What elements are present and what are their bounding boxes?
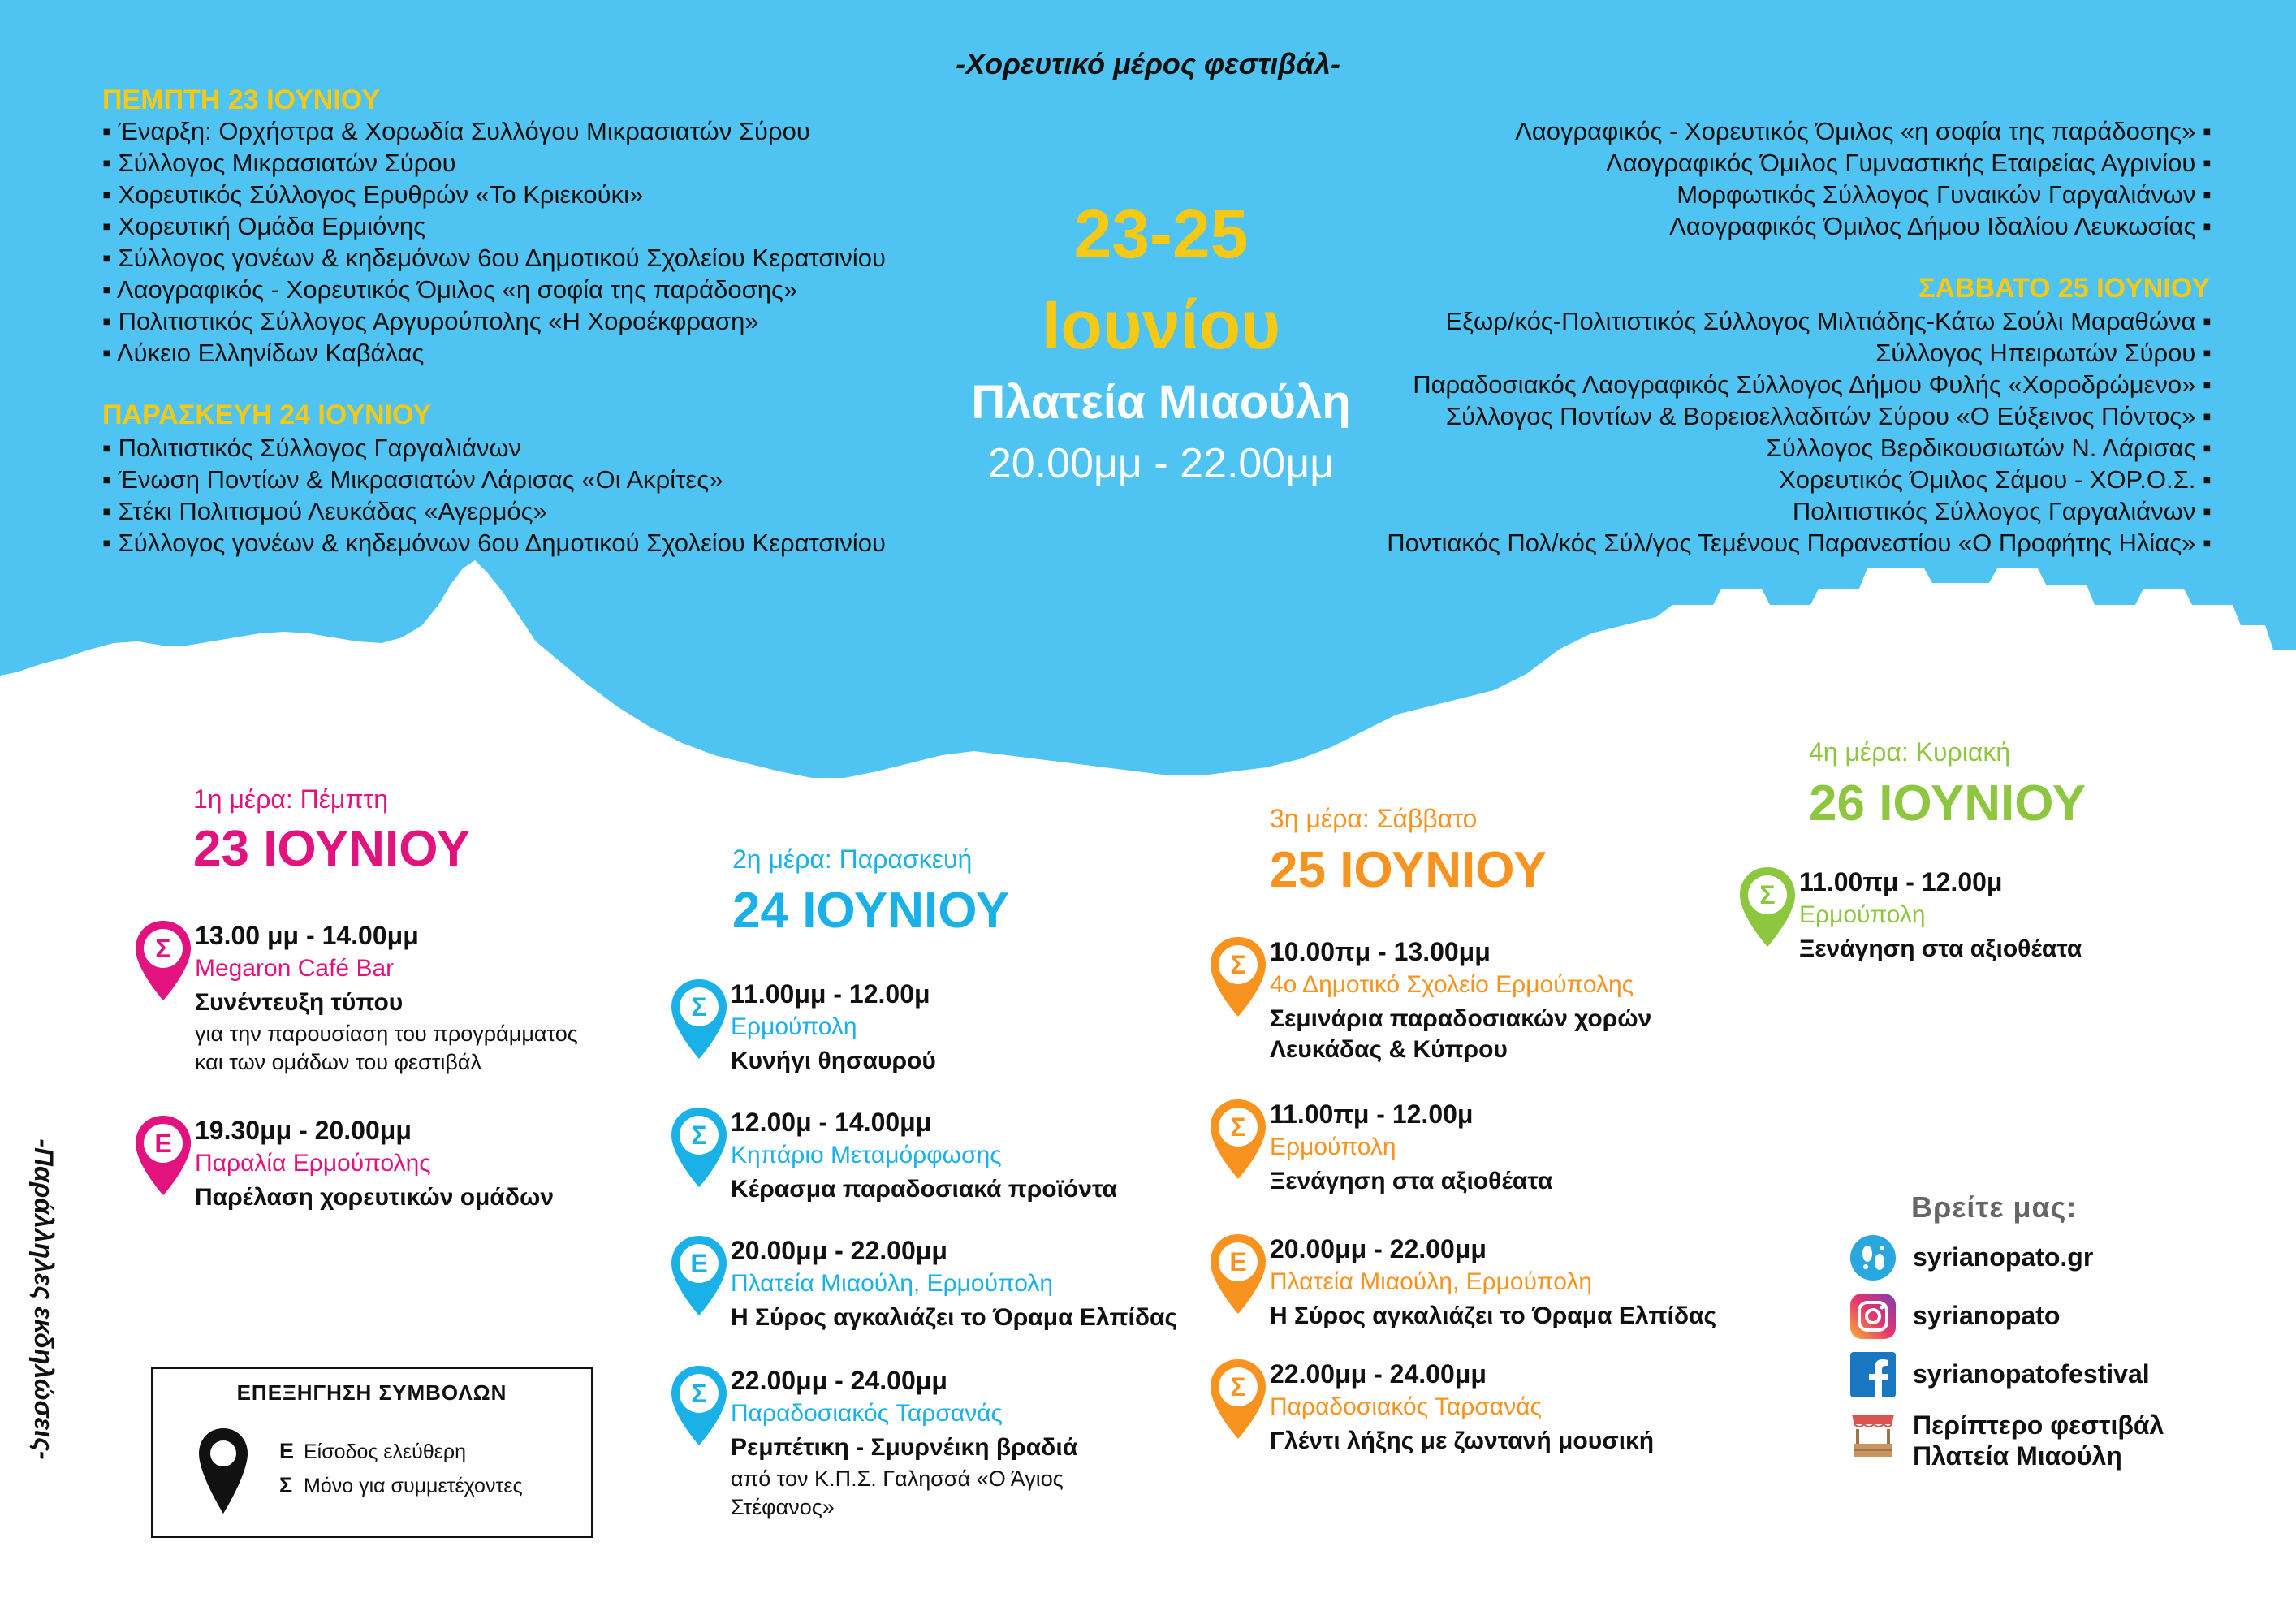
event-note-line: για την παρουσίαση του προγράμματος (195, 1021, 578, 1046)
event-description: Συνέντευξη τύπου (195, 989, 404, 1016)
list-item: Σύλλογος Ηπειρωτών Σύρου ▪ (1387, 337, 2212, 369)
festival-dates: 23-25 (1073, 196, 1249, 272)
svg-text:Σ: Σ (1759, 880, 1776, 909)
list-item: ▪ Ένωση Ποντίων & Μικρασιατών Λάρισας «Οι Ακρίτες» (102, 464, 886, 495)
event-place: 4ο Δημοτικό Σχολείο Ερμούπολης (1270, 971, 1634, 998)
list-item: ▪ Λαογραφικός - Χορευτικός Όμιλος «η σοφία της παράδοσης» (102, 274, 886, 305)
list-item: ▪ Χορευτικός Σύλλογος Ερυθρών «Το Κριεκούκι» (102, 179, 886, 210)
find-us-title: Βρείτε μας: (1911, 1190, 2078, 1224)
day1-label: 1η μέρα: Πέμπτη (193, 784, 388, 814)
legend-text: Μόνο για συμμετέχοντες (304, 1475, 523, 1497)
event-time: 20.00μμ - 22.00μμ (1270, 1234, 1487, 1263)
event-note (731, 1465, 1064, 1522)
friday-groups-list (102, 432, 886, 559)
symbols-legend (151, 1367, 593, 1538)
event-description: Ξενάγηση στα αξιοθέατα (1270, 1168, 1553, 1194)
instagram-icon (1849, 1293, 1897, 1340)
legend-text: Είσοδος ελεύθερη (304, 1440, 467, 1463)
map-pin-icon (669, 1106, 729, 1190)
parallel-events-side-title: -Παράλληλες εκδηλώσεις- (29, 1138, 58, 1460)
svg-text:Σ: Σ (691, 992, 707, 1021)
festival-month: Ιουνίου (1042, 287, 1280, 363)
event-place: Παραδοσιακός Ταρσανάς (731, 1400, 1003, 1427)
legend-symbol: Σ (279, 1473, 293, 1497)
thursday-groups-list (102, 115, 886, 369)
list-item: Εξωρ/κός-Πολιτιστικός Σύλλογος Μιλτιάδης-Κάτω Σούλι Μαραθώνα ▪ (1387, 305, 2212, 337)
list-item: ▪ Πολιτιστικός Σύλλογος Αργυρούπολης «Η Χοροέκφραση» (102, 305, 886, 337)
legend-title: ΕΠΕΞΗΓΗΣΗ ΣΥΜΒΟΛΩΝ (236, 1380, 507, 1405)
event-description: Γλέντι λήξης με ζωντανή μουσική (1270, 1427, 1655, 1454)
event-time: 12.00μ - 14.00μμ (731, 1108, 932, 1137)
website-label: syrianopato.gr (1913, 1242, 2094, 1272)
event-description: Η Σύρος αγκαλιάζει το Όραμα Ελπίδας (731, 1304, 1178, 1331)
map-pin-icon (133, 919, 193, 1004)
kiosk-stand-icon (1849, 1408, 1897, 1462)
instagram-label: syrianopato (1913, 1301, 2061, 1330)
event-time: 22.00μμ - 24.00μμ (731, 1366, 947, 1395)
map-pin-icon (1208, 1358, 1268, 1442)
svg-text:Σ: Σ (155, 934, 171, 963)
list-item: ▪ Σύλλογος Μικρασιατών Σύρου (102, 147, 886, 179)
list-item: Λαογραφικός Όμιλος Γυμναστικής Εταιρείας Αγρινίου ▪ (1515, 147, 2212, 179)
saturday-groups-list (1387, 305, 2212, 559)
day3-date: 25 ΙΟΥΝΙΟΥ (1270, 842, 1547, 898)
event-description: Ρεμπέτικη - Σμυρνέικη βραδιά (731, 1434, 1078, 1461)
event-description: Παρέλαση χορευτικών ομάδων (195, 1184, 555, 1211)
map-pin-icon (1208, 1098, 1268, 1182)
svg-text:Ε: Ε (1229, 1247, 1247, 1276)
event-place: Ερμούπολη (731, 1013, 857, 1040)
list-item: ▪ Σύλλογος γονέων & κηδεμόνων 6ου Δημοτικού Σχολείου Κερατσινίου (102, 242, 886, 274)
event-time: 11.00πμ - 12.00μ (1799, 867, 2003, 896)
event-description-line: Σεμινάρια παραδοσιακών χορών (1270, 1005, 1652, 1032)
list-item: Λαογραφικός - Χορευτικός Όμιλος «η σοφία της παράδοσης» ▪ (1515, 115, 2212, 147)
map-pin-icon (1208, 935, 1268, 1020)
dance-program-title: -Χορευτικό μέρος φεστιβάλ- (956, 47, 1340, 80)
day2-date: 24 ΙΟΥΝΙΟΥ (732, 883, 1010, 939)
contact-links (1849, 1234, 2272, 1478)
event-description (1270, 1004, 1651, 1065)
list-item: Σύλλογος Βερδικουσιωτών Ν. Λάρισας ▪ (1387, 432, 2212, 464)
map-pin-icon (1737, 866, 1798, 950)
map-pin-icon (133, 1114, 193, 1199)
event-time: 10.00πμ - 13.00μμ (1270, 937, 1491, 966)
legend-row-participants-only (279, 1473, 523, 1498)
map-pin-icon (669, 978, 729, 1062)
facebook-label: syrianopatofestival (1913, 1359, 2150, 1389)
event-description: Κυνήγι θησαυρού (731, 1047, 936, 1074)
event-note-line: και των ομάδων του φεστιβάλ (195, 1050, 482, 1074)
day4-date: 26 ΙΟΥΝΙΟΥ (1809, 775, 2087, 831)
svg-text:Σ: Σ (691, 1379, 707, 1408)
legend-row-free-entry (279, 1439, 466, 1464)
kiosk-label-line: Περίπτερο φεστιβάλ (1913, 1410, 2164, 1440)
event-time: 11.00μμ - 12.00μ (731, 979, 930, 1009)
day2-label: 2η μέρα: Παρασκευή (732, 844, 973, 874)
event-place: Παραλία Ερμούπολης (195, 1150, 431, 1177)
friday-continued-groups-list (1515, 115, 2212, 242)
globe-footprint-icon (1849, 1234, 1897, 1281)
list-item: ▪ Σύλλογος γονέων & κηδεμόνων 6ου Δημοτικού Σχολείου Κερατσινίου (102, 527, 886, 559)
event-note-line: Στέφανος» (731, 1495, 835, 1519)
kiosk-label (1913, 1410, 2164, 1471)
event-note (195, 1020, 578, 1077)
legend-symbol: Ε (279, 1439, 295, 1463)
svg-text:Ε: Ε (154, 1129, 172, 1158)
list-item: ▪ Πολιτιστικός Σύλλογος Γαργαλιάνων (102, 432, 886, 464)
festival-dates-block (852, 188, 1470, 492)
kiosk-label-line: Πλατεία Μιαούλη (1913, 1441, 2122, 1471)
festival-hours: 20.00μμ - 22.00μμ (987, 440, 1335, 487)
event-place: Πλατεία Μιαούλη, Ερμούπολη (1270, 1268, 1593, 1295)
facebook-icon (1849, 1351, 1897, 1398)
event-note-line: από τον Κ.Π.Σ. Γαλησσά «Ο Άγιος (731, 1466, 1064, 1491)
list-item: ▪ Στέκι Πολιτισμού Λευκάδας «Αγερμός» (102, 495, 886, 527)
event-description: Η Σύρος αγκαλιάζει το Όραμα Ελπίδας (1270, 1302, 1717, 1329)
map-pin-icon (669, 1234, 729, 1319)
event-time: 22.00μμ - 24.00μμ (1270, 1359, 1487, 1389)
event-place: Ερμούπολη (1270, 1134, 1396, 1160)
event-time: 13.00 μμ - 14.00μμ (195, 921, 419, 950)
list-item: Πολιτιστικός Σύλλογος Γαργαλιάνων ▪ (1387, 495, 2212, 527)
svg-text:Σ: Σ (1230, 1372, 1246, 1402)
thursday-heading: ΠΕΜΠΤΗ 23 ΙΟΥΝΙΟΥ (102, 84, 380, 115)
event-place: Κηπάριο Μεταμόρφωσης (731, 1142, 1002, 1168)
list-item: ▪ Χορευτική Ομάδα Ερμιόνης (102, 210, 886, 242)
day1-date: 23 ΙΟΥΝΙΟΥ (193, 821, 471, 877)
list-item: ▪ Έναρξη: Ορχήστρα & Χορωδία Συλλόγου Μικρασιατών Σύρου (102, 115, 886, 147)
event-place: Παραδοσιακός Ταρσανάς (1270, 1393, 1542, 1420)
map-pin-icon (669, 1364, 729, 1449)
event-place: Ερμούπολη (1799, 901, 1926, 928)
day3-label: 3η μέρα: Σάββατο (1270, 804, 1478, 833)
map-pin-icon (1208, 1233, 1268, 1317)
list-item: Μορφωτικός Σύλλογος Γυναικών Γαργαλιάνων ▪ (1515, 179, 2212, 210)
svg-text:Ε: Ε (690, 1249, 708, 1278)
day4-label: 4η μέρα: Κυριακή (1809, 737, 2011, 767)
list-item: Παραδοσιακός Λαογραφικός Σύλλογος Δήμου Φυλής «Χοροδρώμενο» ▪ (1387, 369, 2212, 400)
event-description: Κέρασμα παραδοσιακά προϊόντα (731, 1176, 1117, 1203)
list-item: Χορευτικός Όμιλος Σάμου - ΧΟΡ.Ο.Σ. ▪ (1387, 464, 2212, 495)
list-item: Σύλλογος Ποντίων & Βορειοελλαδιτών Σύρου «Ο Εύξεινος Πόντος» ▪ (1387, 400, 2212, 432)
svg-text:Σ: Σ (1230, 950, 1246, 979)
festival-venue: Πλατεία Μιαούλη (971, 376, 1351, 429)
list-item: Λαογραφικός Όμιλος Δήμου Ιδαλίου Λευκωσίας ▪ (1515, 210, 2212, 242)
friday-heading: ΠΑΡΑΣΚΕΥΗ 24 ΙΟΥΝΙΟΥ (102, 400, 432, 430)
list-item: ▪ Λύκειο Ελληνίδων Καβάλας (102, 337, 886, 369)
map-pin-icon (196, 1426, 250, 1517)
event-place: Megaron Café Bar (195, 955, 395, 982)
event-description: Ξενάγηση στα αξιοθέατα (1799, 935, 2082, 962)
svg-text:Σ: Σ (691, 1121, 707, 1150)
event-description-line: Λευκάδας & Κύπρου (1270, 1036, 1508, 1063)
event-place: Πλατεία Μιαούλη, Ερμούπολη (731, 1270, 1054, 1297)
svg-text:Σ: Σ (1230, 1112, 1246, 1142)
saturday-heading: ΣΑΒΒΑΤΟ 25 ΙΟΥΝΙΟΥ (1918, 273, 2210, 304)
event-time: 19.30μμ - 20.00μμ (195, 1116, 412, 1145)
event-time: 11.00πμ - 12.00μ (1270, 1099, 1474, 1129)
event-time: 20.00μμ - 22.00μμ (731, 1236, 947, 1265)
list-item: Ποντιακός Πολ/κός Σύλ/γος Τεμένους Παρανεστίου «Ο Προφήτης Ηλίας» ▪ (1387, 527, 2212, 559)
